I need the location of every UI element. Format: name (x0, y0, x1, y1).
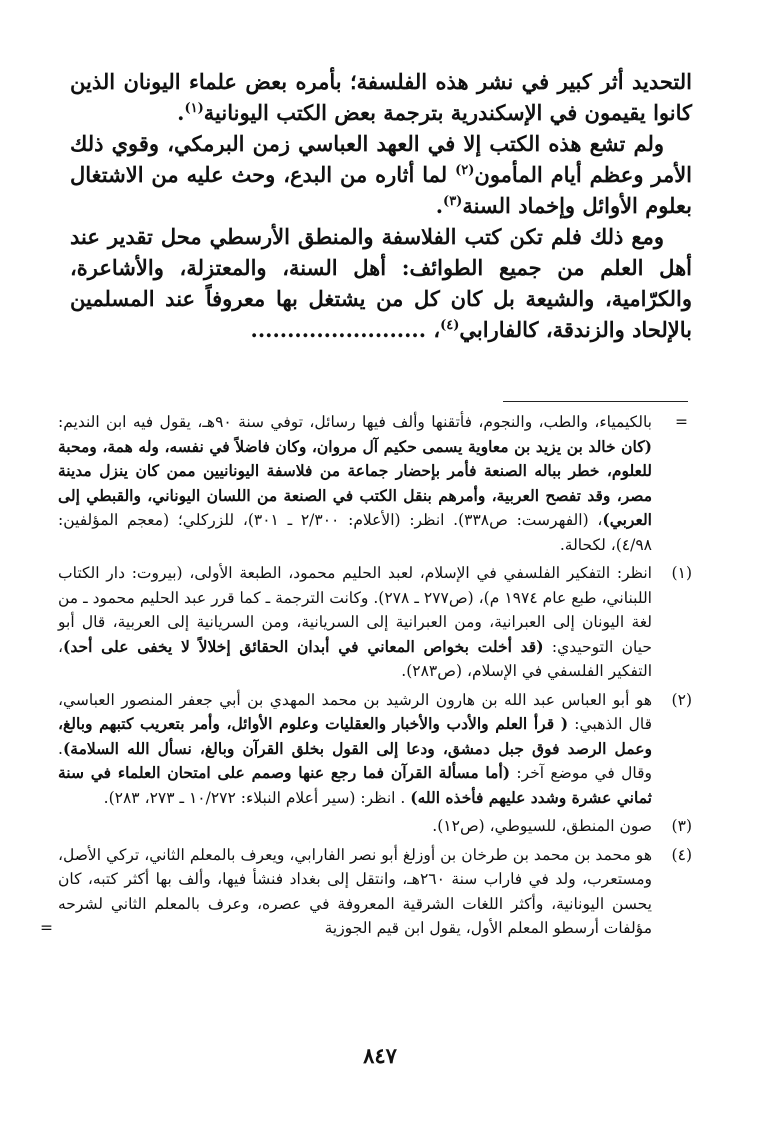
paragraph-2: ولم تشع هذه الكتب إلا في العهد العباسي زمن البرمكي، وقوي ذلك الأمر وعظم أيام المأمون$^{(٢)}$ لما أثاره من البدع، وحث عليه من الاشتغال بعلوم الأوائل وإخماد السنة$^{(٣)}$. (70, 131, 693, 218)
footnote-ref-3[interactable]: (٣) (443, 194, 463, 209)
footnote-continued: = بالكيمياء، والطب، والنجوم، فأتقنها وألف فيها رسائل، توفي سنة ٩٠هـ، يقول فيه ابن النديم: (كان خالد بن يزيد بن معاوية يسمى حكيم آل مروان، وكان فاضلاً في نفسه، وله همة، ومحبة للعلوم، خطر بباله الصنعة فأمر بإحضار جماعة من فلاسفة اليونانيين ممن كان ينزل مدينة مصر، وقد تفصح العربية، وأمرهم بنقل الكتب في الصنعة من اللسان اليوناني، والقبطي إلى العربي)، (الفهرست: ص٣٣٨). انظر: (الأعلام: ٢/٣٠٠ ـ ٣٠١)، للزركلي؛ (معجم المؤلفين: ٤/٩٨)، لكحالة. (58, 410, 692, 557)
footnote-separator (503, 401, 688, 402)
footnote-number: (٤) (671, 845, 692, 864)
footnote-ref-4[interactable]: (٤) (440, 318, 460, 333)
paragraph-1: التحديد أثر كبير في نشر هذه الفلسفة؛ بأمره بعض علماء اليونان الذين كانوا يقيمون في الإسكندرية بترجمة بعض الكتب اليونانية$^{(١)}$. (70, 69, 692, 125)
continuation-marker: = (40, 919, 53, 937)
paragraph-3: ومع ذلك فلم تكن كتب الفلاسفة والمنطق الأرسطي محل تقدير عند أهل العلم من جميع الطوائف: أهل السنة، والمعتزلة، والأشاعرة، والكرّامية، والشيعة بل كان كل من يشتغل بها معروفاً عند المسلمين بالإلحاد والزندقة، كالفارابي$^{(٤)}$، ........................ (70, 224, 692, 342)
footnote-number: (١) (671, 564, 692, 582)
footnote-4: (٤) هو محمد بن محمد بن طرخان بن أوزلغ أبو نصر الفارابي، ويعرف بالمعلم الثاني، تركي الأصل، ومستعرب، ولد في فاراب سنة ٢٦٠هـ، وانتقل إلى بغداد فنشأ فيها، وألف بها أكثر كتبه، كان يحسن اليونانية، وأكثر اللغات الشرقية المعروفة في عصره، وعرف بالمعلم الثاني لشرحه مؤلفات أرسطو المعلم الأول، يقول ابن قيم الجوزية = (58, 843, 692, 941)
footnotes (40, 410, 692, 945)
footnote-number: (٣) (671, 817, 692, 835)
footnote-ref-1[interactable]: (١) (184, 101, 204, 116)
continuation-marker: = (675, 413, 688, 431)
footnote-number: (٢) (671, 690, 692, 709)
page-number: ٨٤٧ (363, 1043, 397, 1068)
main-text (70, 66, 692, 345)
footnote-ref-2[interactable]: (٢) (455, 163, 475, 178)
footnote-3: (٣) صون المنطق، للسيوطي، (ص١٢). (58, 814, 692, 839)
footnote-2: (٢) هو أبو العباس عبد الله بن هارون الرشيد بن محمد المهدي بن أبي جعفر المنصور العباسي، قال الذهبي: ( قرأ العلم والأدب والأخبار والعقليات وعلوم الأوائل، وأمر بتعريب كتبهم وبالغ، وعمل الرصد فوق جبل دمشق، ودعا إلى القول بخلق القرآن وبالغ، نسأل الله السلامة). وقال في موضع آخر: (أما مسألة القرآن فما رجع عنها وصمم على امتحان العلماء في سنة ثماني عشرة وشدد عليهم فأخذه الله) . انظر: (سير أعلام النبلاء: ١٠/٢٧٢ ـ ٢٧٣، ٢٨٣). (58, 688, 692, 811)
footnote-1: (١) انظر: التفكير الفلسفي في الإسلام، لعبد الحليم محمود، الطبعة الأولى، (بيروت: دار الكتاب اللبناني، طبع عام ١٩٧٤ م)، (ص٢٧٧ ـ ٢٧٨). وكانت الترجمة ـ كما قرر عبد الحليم محمود ـ من لغة اليونان إلى العبرانية، ومن العبرانية إلى السريانية، ومن السريانية إلى العربية، قال أبو حيان التوحيدي: (قد أخلت بخواص المعاني في أبدان الحقائق إخلالاً لا يخفى على أحد)، التفكير الفلسفي في الإسلام، (ص٢٨٣). (58, 561, 692, 684)
